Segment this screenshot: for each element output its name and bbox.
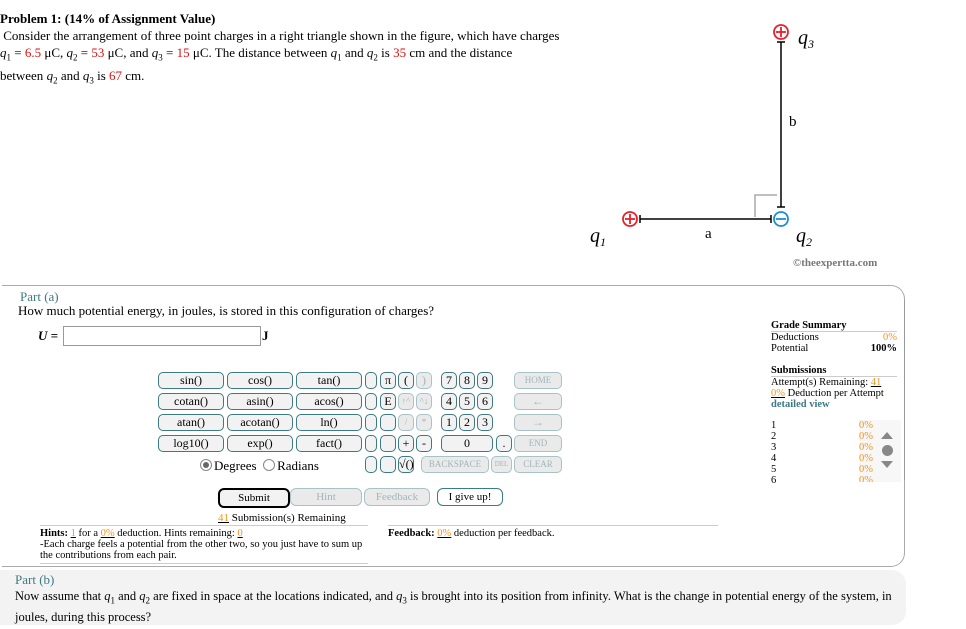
submissions-remaining [218,512,346,524]
key-sqrt[interactable]: √() [399,457,414,471]
text: is [97,67,106,83]
scroll-down-icon[interactable] [881,461,893,468]
q3-positive-charge-icon [774,25,788,39]
key-blank[interactable] [365,435,377,452]
per-attempt-text: Deduction per Attempt [787,388,884,399]
d12-value: 35 [393,45,407,60]
key-del[interactable]: DEL [491,456,512,473]
text: is brought into its position from infinity. What is the change in potential energy of the system, in joules, during this process? [15,589,892,624]
attempt-pct: 0% [859,420,873,431]
attempt-pct: 0% [859,431,873,442]
problem-statement: Consider the arrangement of three point charges in a right triangle shown in the figure, which have charges $q_1 = 6.5$ μC, $q_2 = 53$ μC, and $q_3 = 15$ μC. The distance between $q_1$ and $q_2$ is 35 cm and the distance between $q_2$ and $q_3$ is 67 cm. [0,28,560,86]
submit-button[interactable]: Submit [218,488,290,508]
attempt-scroll-list[interactable] [859,420,901,482]
key-left-arrow[interactable]: ← [514,393,562,410]
figure-credit: ©theexpertta.com [793,257,878,269]
hints-count: 1 [70,528,76,539]
attempts-value: 41 [870,377,882,388]
text: and [344,45,364,60]
feedback-deduction-pct: 0% [437,528,452,539]
key-open-paren[interactable]: ( [398,372,414,389]
part-a-question: How much potential energy, in joules, is stored in this configuration of charges? [18,303,435,318]
key-home[interactable]: HOME [514,372,562,389]
give-up-button[interactable]: I give up! [437,488,503,506]
angle-mode-radios [200,458,319,474]
key-blank[interactable] [365,372,377,389]
charge-unit: μC [107,45,124,60]
part-b-title: Part (b) [15,572,55,587]
key-6[interactable]: 6 [477,393,493,410]
problem-intro: Consider the arrangement of three point charges in a right triangle shown in the figure, which have charges [3,28,560,43]
degrees-radio[interactable] [200,458,257,473]
attempt-number: 3 [771,442,777,453]
problem-title: Problem 1: (14% of Assignment Value) [0,11,216,26]
q1-positive-charge-icon [623,212,637,226]
answer-unit-label: J [262,328,269,343]
key-backspace[interactable]: BACKSPACE [421,456,489,473]
hints-box [40,525,368,564]
feedback-label: Feedback: [388,528,435,539]
q2-negative-charge-icon [774,212,788,226]
key-7[interactable]: 7 [441,372,457,389]
key-close-paren[interactable]: ) [416,372,432,389]
key-cos[interactable]: cos() [227,372,293,389]
grade-summary [771,320,897,410]
charge-triangle-figure [580,0,966,280]
potential-value: 100% [870,343,897,354]
text: between [0,67,44,83]
attempt-pct: 0% [859,442,873,453]
q1-label: $q_1$ [590,225,606,249]
key-3[interactable]: 3 [477,414,493,431]
scroll-center-icon[interactable] [882,445,893,456]
attempt-number: 2 [771,431,777,442]
attempt-number: 4 [771,453,777,464]
key-blank[interactable] [365,414,377,431]
key-plus[interactable]: + [398,435,414,452]
part-a-title: Part (a) [20,289,59,304]
key-acotan[interactable]: acotan() [227,414,293,431]
deductions-value: 0% [883,332,897,343]
key-0[interactable]: 0 [441,435,493,452]
attempt-pct: 0% [859,453,873,464]
hint-deduction-pct: 0% [100,528,115,539]
key-4[interactable]: 4 [441,393,457,410]
attempt-number: 5 [771,464,777,475]
q3-value: 15 [176,45,190,60]
attempt-number: 1 [771,420,777,431]
side-a-label: a [705,226,712,242]
key-right-arrow[interactable]: → [514,414,562,431]
text: and the distance [428,45,513,60]
scroll-up-icon[interactable] [881,432,893,439]
key-cotan[interactable]: cotan() [158,393,224,410]
text: The distance between [214,45,328,60]
feedback-text: deduction per feedback. [453,528,555,539]
per-attempt-pct: 0% [771,388,785,399]
dist-unit: cm [409,45,426,60]
text: and [60,67,80,83]
potential-label: Potential [771,343,809,354]
key-tan[interactable]: tan() [296,372,362,389]
key-8[interactable]: 8 [459,372,475,389]
q3-label: $q_3$ [798,27,814,51]
key-asin[interactable]: asin() [227,393,293,410]
attempt-pct: 0% [859,464,873,475]
side-b-label: b [789,114,797,130]
submissions-remaining-count: 41 [218,512,229,524]
feedback-box [388,525,718,541]
deductions-label: Deductions [771,332,819,343]
part-b-question: Now assume that $q_1$ and $q_2$ are fixed in space at the locations indicated, and $q_3$ is brought into its position from infinity. What is the change in potential energy of the system, in joules, during this process? [15,589,892,624]
key-log10[interactable]: log10() [158,435,224,452]
answer-variable-label: U = [38,328,59,343]
attempt-number: 6 [771,475,777,486]
degrees-label: Degrees [214,458,257,473]
dist-unit: cm [125,67,142,83]
key-5[interactable]: 5 [459,393,475,410]
text: are fixed in space at the locations indicated, and [153,589,394,603]
key-fact[interactable]: fact() [296,435,362,452]
text: and [118,589,137,603]
key-E[interactable]: E [380,393,396,410]
key-2[interactable]: 2 [459,414,475,431]
key-blank[interactable] [380,456,396,473]
charge-unit: μC [44,45,60,60]
key-clear[interactable]: CLEAR [514,456,562,473]
submissions-title: Submissions [771,365,897,377]
key-divide[interactable]: / [398,414,414,431]
key-multiply[interactable]: * [416,414,432,431]
grade-summary-title: Grade Summary [771,320,897,332]
key-blank[interactable] [380,435,396,452]
feedback-button[interactable]: Feedback [364,488,430,506]
hints-label: Hints: [40,528,69,539]
detailed-view-link[interactable]: detailed view [771,399,830,410]
key-atan[interactable]: atan() [158,414,224,431]
submissions-remaining-label: Submission(s) Remaining [231,512,346,524]
key-decimal[interactable]: . [496,435,512,452]
q1-value: 6.5 [24,45,42,60]
key-up-caret[interactable]: ↑^ [398,393,414,410]
key-end[interactable]: END [514,435,562,452]
key-minus[interactable]: - [416,435,432,452]
hint-button[interactable]: Hint [290,488,362,506]
key-blank[interactable] [365,456,377,473]
hints-remaining: 0 [237,528,243,539]
answer-input[interactable] [63,326,261,346]
q2-label: $q_2$ [796,225,812,249]
attempt-pct: 0% [859,475,873,482]
key-acos[interactable]: acos() [296,393,362,410]
q2-value: 53 [91,45,105,60]
radians-label: Radians [277,458,319,473]
charge-unit: μC [192,45,209,60]
text: for a [78,528,99,539]
key-1[interactable]: 1 [441,414,457,431]
radians-radio[interactable] [263,458,319,473]
key-9[interactable]: 9 [477,372,493,389]
text: is [381,45,390,60]
key-blank[interactable] [380,414,396,431]
d23-value: 67 [109,67,123,83]
text: Now assume that [15,589,102,603]
attempts-label: Attempt(s) Remaining: [771,377,869,388]
key-blank[interactable] [365,393,377,410]
key-exp[interactable]: exp() [227,435,293,452]
key-down-caret[interactable]: ^↓ [416,393,432,410]
key-sin[interactable]: sin() [158,372,224,389]
hint-text: -Each charge feels a potential from the other two, so you just have to sum up the contributions from each pair. [40,539,363,561]
key-pi[interactable]: π [380,372,396,389]
text: deduction. Hints remaining: [117,528,235,539]
key-ln[interactable]: ln() [296,414,362,431]
